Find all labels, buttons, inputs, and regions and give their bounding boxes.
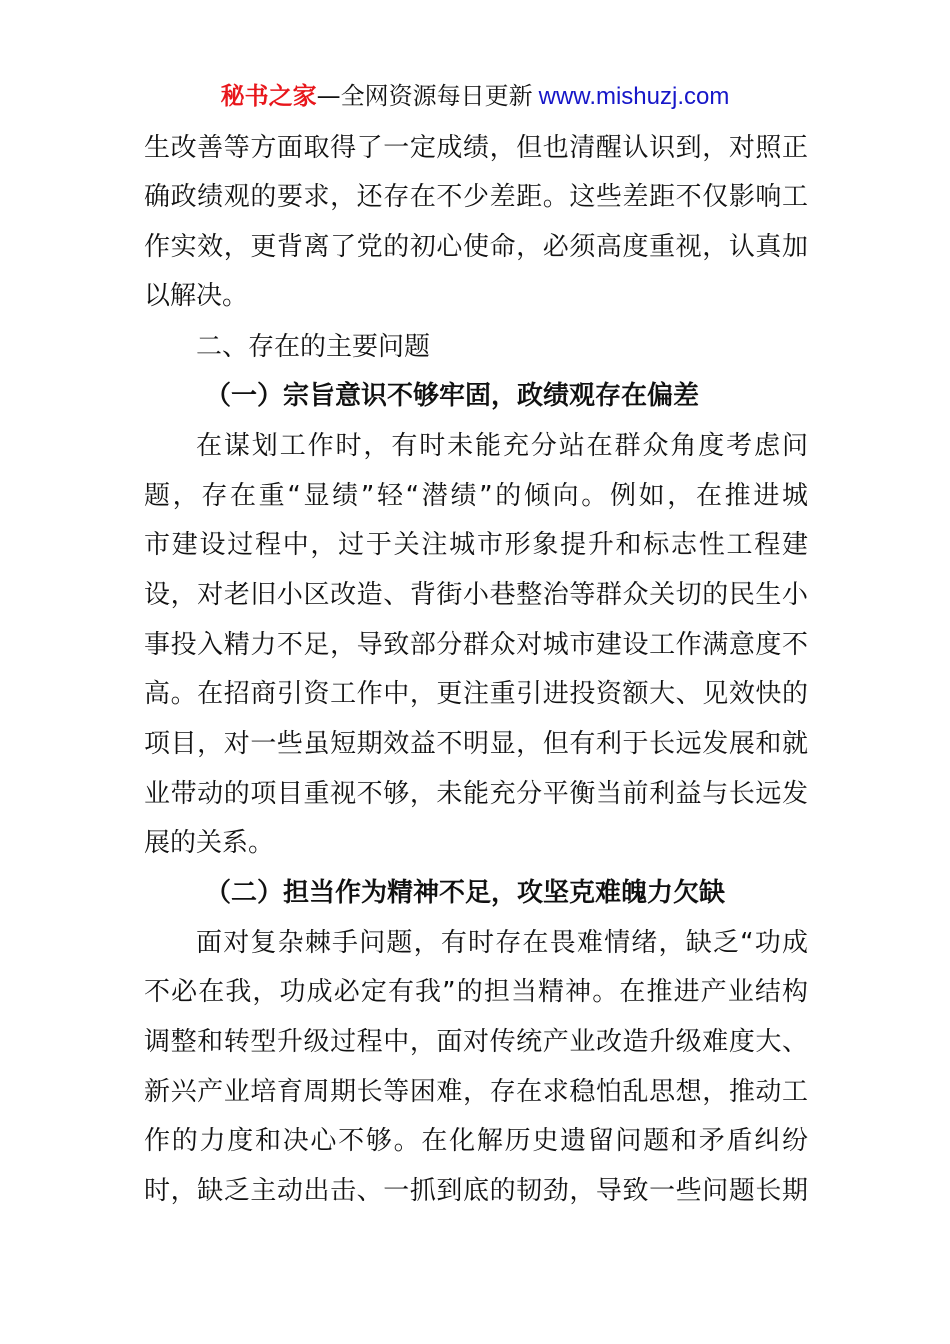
paragraph-line: 确政绩观的要求，还存在不少差距。这些差距不仅影响工 (144, 182, 808, 212)
paragraph-line: 在谋划工作时，有时未能充分站在群众角度考虑问 (196, 431, 808, 461)
section-title: 二、存在的主要问题 (196, 332, 431, 362)
header-url[interactable]: www.mishuzj.com (538, 83, 730, 110)
paragraph-line: 高。在招商引资工作中，更注重引进投资额大、见效快的 (144, 679, 808, 709)
subheading-1: （一）宗旨意识不够牢固，政绩观存在偏差 (205, 381, 700, 411)
paragraph-line: 以解决。 (144, 281, 249, 311)
header-tagline: —全网资源每日更新 (316, 82, 533, 110)
subheading-2: （二）担当作为精神不足，攻坚克难魄力欠缺 (205, 878, 726, 908)
paragraph-line: 新兴产业培育周期长等困难，存在求稳怕乱思想，推动工 (144, 1077, 808, 1107)
paragraph-line: 业带动的项目重视不够，未能充分平衡当前利益与长远发 (144, 779, 808, 809)
paragraph-line: 不必在我，功成必定有我”的担当精神。在推进产业结构 (144, 977, 808, 1007)
paragraph-line: 时，缺乏主动出击、一抓到底的韧劲，导致一些问题长期 (144, 1176, 808, 1206)
paragraph-line: 设，对老旧小区改造、背街小巷整治等群众关切的民生小 (144, 580, 808, 610)
paragraph-line: 市建设过程中，过于关注城市形象提升和标志性工程建 (144, 530, 808, 560)
paragraph-line: 面对复杂棘手问题，有时存在畏难情绪，缺乏“功成 (196, 928, 808, 958)
paragraph-line: 项目，对一些虽短期效益不明显，但有利于长远发展和就 (144, 729, 808, 759)
paragraph-line: 展的关系。 (144, 828, 275, 858)
paragraph-line: 作的力度和决心不够。在化解历史遗留问题和矛盾纠纷 (144, 1126, 808, 1156)
page-header (0, 78, 950, 115)
paragraph-line: 事投入精力不足，导致部分群众对城市建设工作满意度不 (144, 630, 808, 660)
paragraph-line: 调整和转型升级过程中，面对传统产业改造升级难度大、 (144, 1027, 808, 1057)
paragraph-line: 生改善等方面取得了一定成绩，但也清醒认识到，对照正 (144, 133, 808, 163)
paragraph-line: 作实效，更背离了党的初心使命，必须高度重视，认真加 (144, 232, 808, 262)
brand-name: 秘书之家 (220, 82, 317, 110)
paragraph-line: 题，存在重“显绩”轻“潜绩”的倾向。例如，在推进城 (144, 481, 808, 511)
